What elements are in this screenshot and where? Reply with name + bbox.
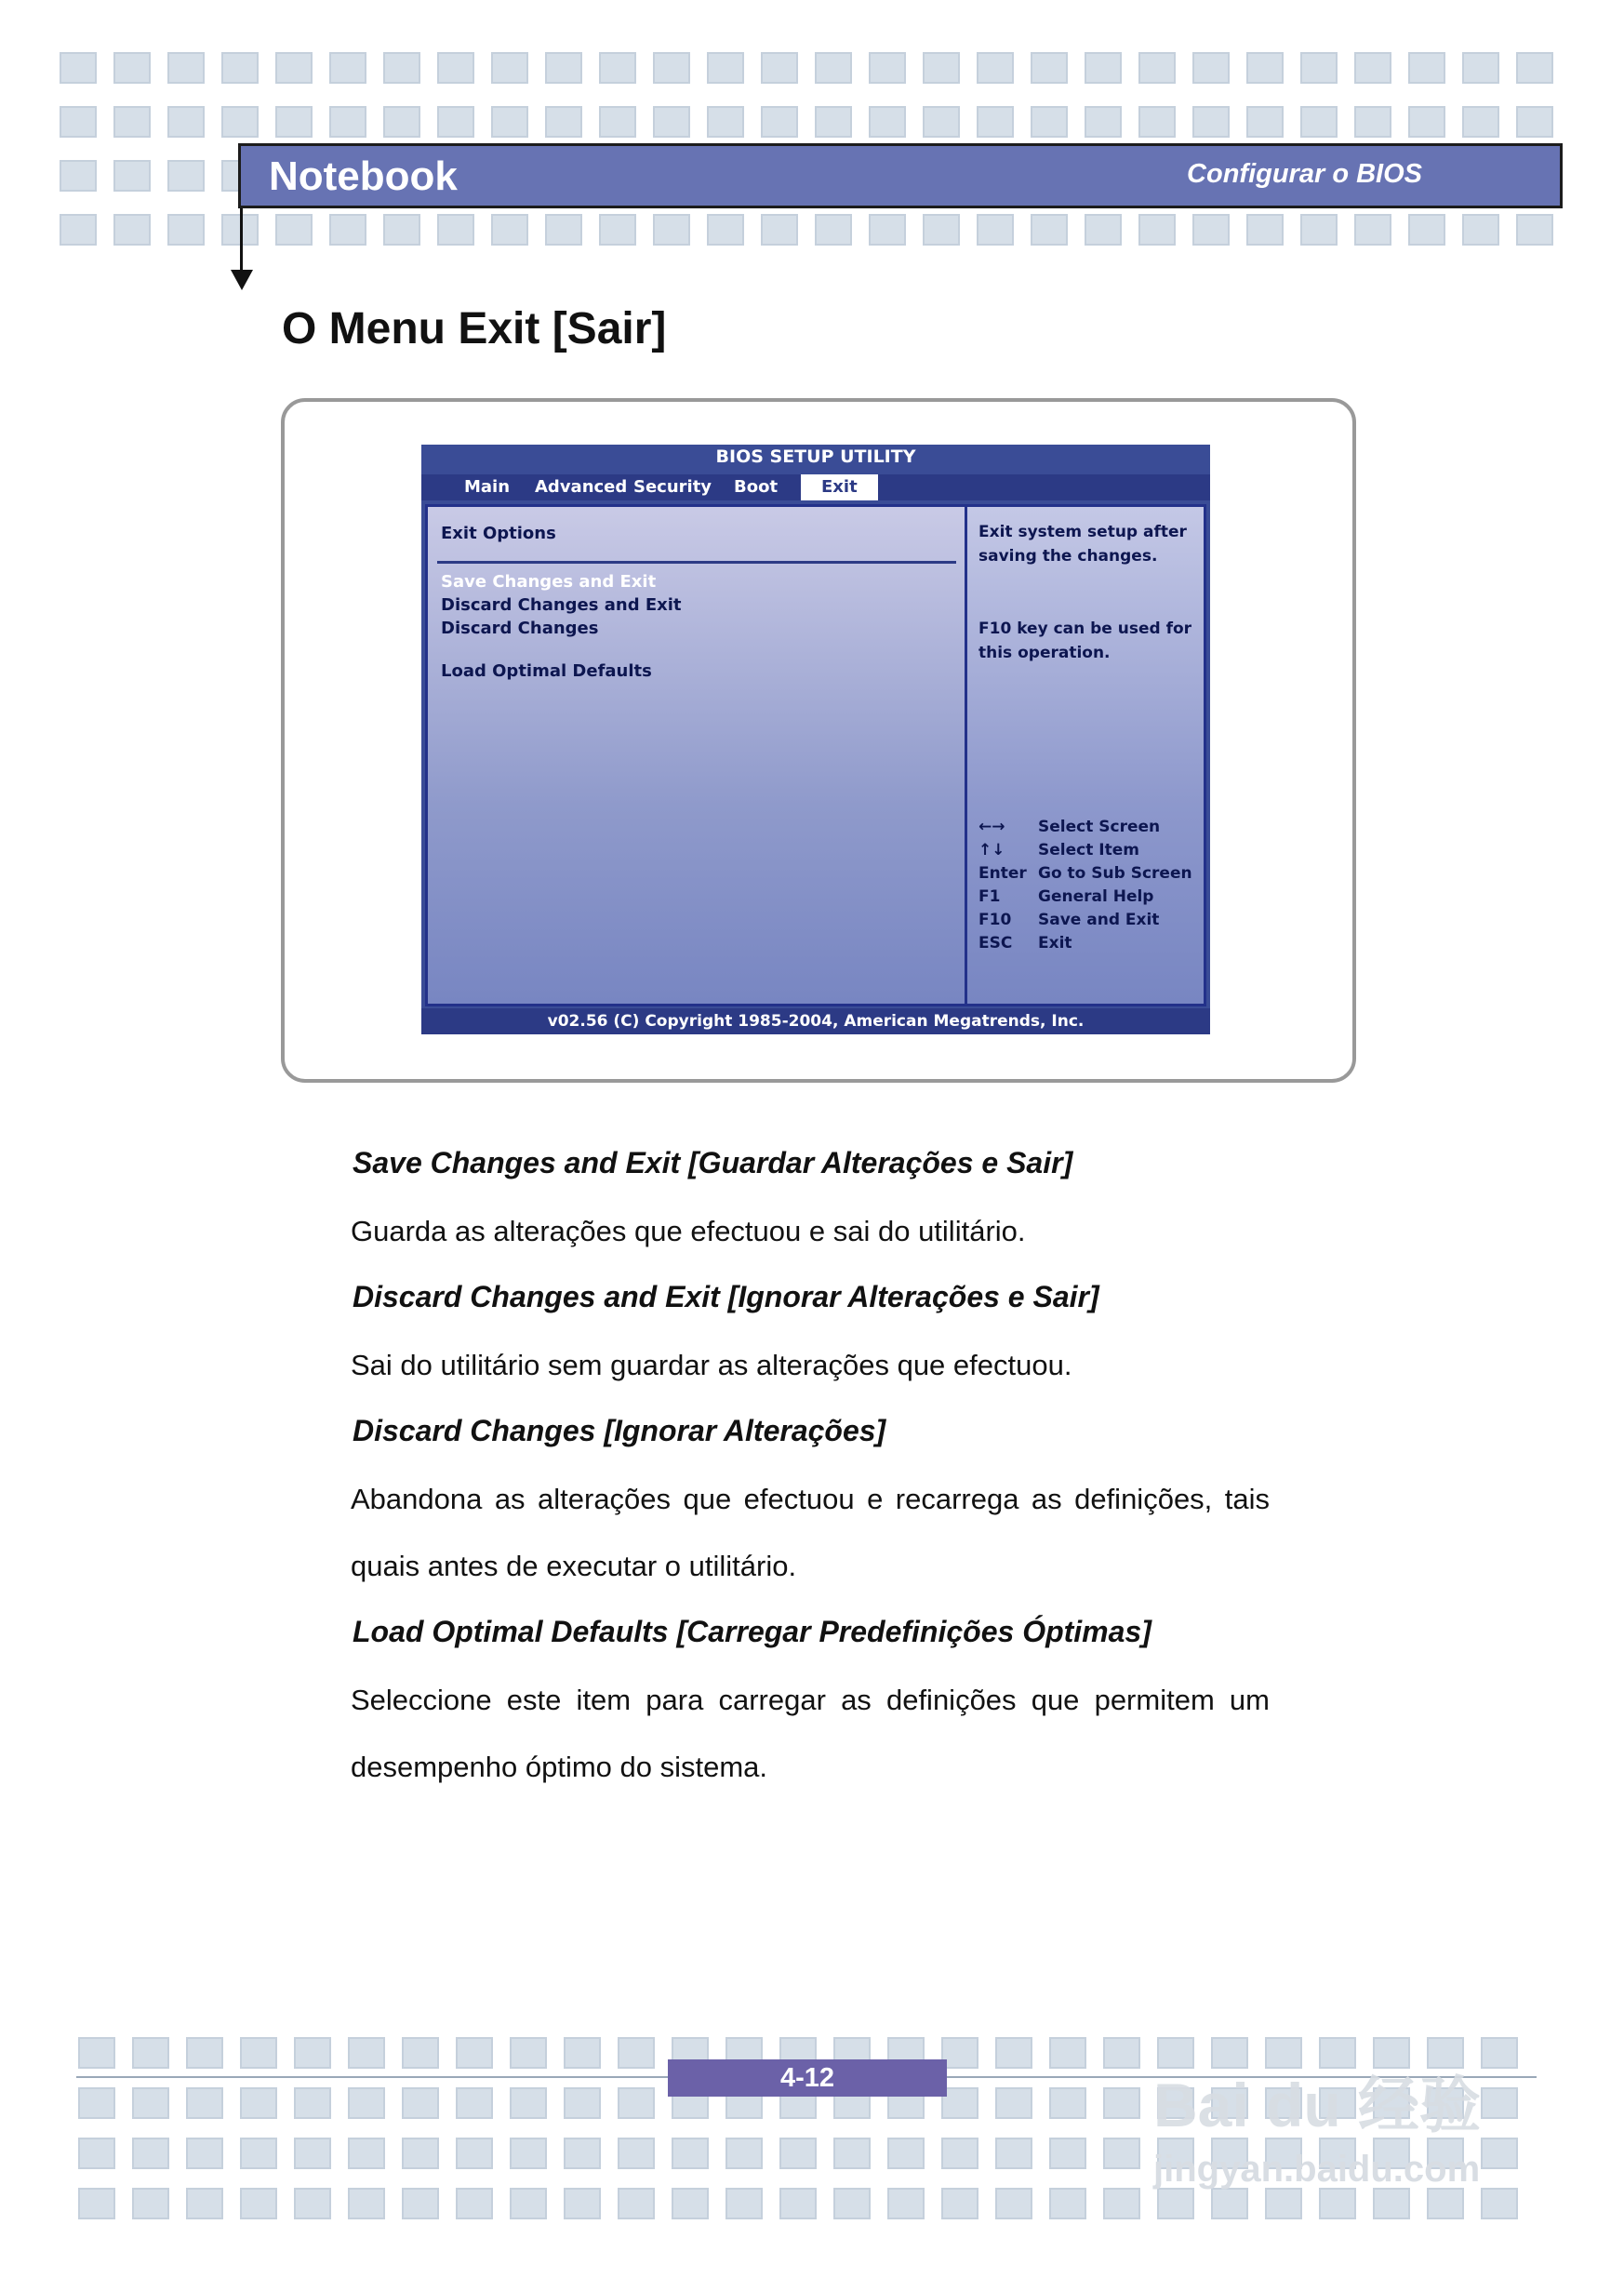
exit-options-heading: Exit Options [441, 524, 556, 543]
decorative-tile [1462, 106, 1499, 138]
decorative-tile [113, 214, 151, 246]
section-text: desempenho óptimo do sistema. [351, 1751, 768, 1783]
decorative-tile [294, 2087, 331, 2119]
decorative-tile [240, 2037, 277, 2069]
decorative-tile [1408, 214, 1445, 246]
key-legend-row: ESC Exit [978, 934, 1072, 952]
decorative-tile [78, 2087, 115, 2119]
key-legend-row: F10 Save and Exit [978, 911, 1160, 929]
decorative-tile [1427, 2188, 1464, 2219]
decorative-tile [995, 2037, 1032, 2069]
decorative-tile [618, 2037, 655, 2069]
decorative-tile [113, 52, 151, 84]
decorative-tile [294, 2188, 331, 2219]
decorative-tile [923, 106, 960, 138]
decorative-tile [510, 2087, 547, 2119]
decorative-tile [1481, 2037, 1518, 2069]
decorative-tile [78, 2037, 115, 2069]
decorative-tile [1192, 106, 1230, 138]
down-arrow-icon [231, 270, 253, 290]
bios-copyright: v02.56 (C) Copyright 1985-2004, American Megatrends, Inc. [421, 1008, 1210, 1034]
decorative-tile [545, 106, 582, 138]
decorative-tile [833, 2188, 871, 2219]
decorative-tile [887, 2188, 925, 2219]
decorative-tile [1085, 106, 1122, 138]
decorative-tile [564, 2087, 601, 2119]
arrows-ud-icon: ↑↓ [978, 841, 1005, 859]
decorative-tile [1246, 106, 1284, 138]
decorative-tile [1031, 52, 1068, 84]
decorative-tile [833, 2138, 871, 2169]
section-heading: Load Optimal Defaults [Carregar Predefinições Óptimas] [353, 1615, 1151, 1648]
decorative-tile [1103, 2138, 1140, 2169]
decorative-tile [1049, 2188, 1086, 2219]
footer-tile-row-4 [78, 2188, 1518, 2219]
decorative-tile [1031, 214, 1068, 246]
decorative-tile [294, 2037, 331, 2069]
decorative-tile [1138, 52, 1176, 84]
decorative-tile [545, 214, 582, 246]
tab-main[interactable]: Main [464, 477, 511, 497]
decorative-tile [221, 52, 259, 84]
decorative-tile [60, 214, 97, 246]
decorative-tile [348, 2087, 385, 2119]
decorative-tile [599, 52, 636, 84]
decorative-tile [240, 2138, 277, 2169]
section-heading: Discard Changes [Ignorar Alterações] [353, 1414, 886, 1447]
decorative-tile [383, 106, 420, 138]
decorative-tile [725, 2138, 763, 2169]
decorative-tile [1481, 2188, 1518, 2219]
watermark-url: jingyan.baidu.com [1153, 2149, 1481, 2190]
decorative-tile [941, 2087, 978, 2119]
decorative-tile [672, 2188, 709, 2219]
divider [437, 561, 956, 564]
decorative-tile [510, 2188, 547, 2219]
decorative-tile [186, 2188, 223, 2219]
decorative-tile [1211, 2188, 1248, 2219]
decorative-tile [815, 106, 852, 138]
decorative-tile [1319, 2188, 1356, 2219]
decorative-tile [941, 2037, 978, 2069]
decorative-tile [1138, 214, 1176, 246]
decorative-tile [113, 160, 151, 192]
decorative-tile [383, 214, 420, 246]
help-text-1: Exit system setup after saving the changes. [978, 523, 1187, 566]
decorative-tile [132, 2138, 169, 2169]
decorative-tile [1265, 2188, 1302, 2219]
decorative-tile [1462, 214, 1499, 246]
decorative-tile [167, 160, 205, 192]
tab-security[interactable]: Security [633, 477, 712, 497]
decorative-tile [1516, 106, 1553, 138]
decorative-tile [132, 2087, 169, 2119]
key-legend-row: F1 General Help [978, 887, 1154, 906]
bios-title: BIOS SETUP UTILITY [715, 446, 916, 467]
decorative-tile [707, 214, 744, 246]
page-title: O Menu Exit [Sair] [282, 304, 667, 353]
header-tile-row-2 [60, 106, 1553, 138]
decorative-tile [132, 2188, 169, 2219]
decorative-tile [240, 2188, 277, 2219]
decorative-tile [167, 214, 205, 246]
decorative-tile [1049, 2087, 1086, 2119]
decorative-tile [60, 106, 97, 138]
decorative-tile [1354, 106, 1391, 138]
decorative-tile [1481, 2138, 1518, 2169]
menu-item-discard-changes-and-exit[interactable]: Discard Changes and Exit [441, 595, 682, 615]
decorative-tile [761, 52, 798, 84]
decorative-tile [995, 2138, 1032, 2169]
decorative-tile [167, 52, 205, 84]
bios-tab-bar [421, 474, 1210, 500]
decorative-tile [564, 2188, 601, 2219]
decorative-tile [1103, 2037, 1140, 2069]
decorative-tile [761, 214, 798, 246]
decorative-tile [779, 2188, 817, 2219]
bios-options-panel [425, 504, 970, 1006]
decorative-tile [329, 106, 366, 138]
decorative-tile [1085, 214, 1122, 246]
decorative-tile [995, 2188, 1032, 2219]
decorative-tile [1085, 52, 1122, 84]
decorative-tile [869, 52, 906, 84]
section-text: Seleccione este item para carregar as definições que permitem um [351, 1684, 1270, 1716]
decorative-tile [599, 214, 636, 246]
decorative-tile [240, 2087, 277, 2119]
help-text-2: F10 key can be used for this operation. [978, 619, 1192, 662]
decorative-tile [78, 2138, 115, 2169]
decorative-tile [977, 52, 1014, 84]
decorative-tile [491, 106, 528, 138]
decorative-tile [456, 2138, 493, 2169]
decorative-tile [329, 214, 366, 246]
key-legend-row: Enter Go to Sub Screen [978, 864, 1192, 883]
decorative-tile [1462, 52, 1499, 84]
decorative-tile [618, 2138, 655, 2169]
decorative-tile [599, 106, 636, 138]
section-heading: Save Changes and Exit [Guardar Alterações e Sair] [353, 1146, 1073, 1179]
decorative-tile [275, 106, 313, 138]
decorative-tile [941, 2188, 978, 2219]
decorative-tile [491, 214, 528, 246]
decorative-tile [564, 2037, 601, 2069]
decorative-tile [1373, 2188, 1410, 2219]
decorative-tile [1031, 106, 1068, 138]
header-tile-row-1 [60, 52, 1553, 84]
decorative-tile [1049, 2037, 1086, 2069]
decorative-tile [402, 2087, 439, 2119]
decorative-tile [977, 214, 1014, 246]
decorative-tile [437, 106, 474, 138]
decorative-tile [348, 2138, 385, 2169]
decorative-tile [618, 2188, 655, 2219]
section-text: Guarda as alterações que efectuou e sai do utilitário. [351, 1215, 1026, 1247]
decorative-tile [113, 106, 151, 138]
decorative-tile [186, 2138, 223, 2169]
decorative-tile [1516, 214, 1553, 246]
decorative-tile [1246, 214, 1284, 246]
arrows-lr-icon: ←→ [978, 818, 1005, 836]
decorative-tile [1408, 106, 1445, 138]
decorative-tile [815, 52, 852, 84]
decorative-tile [402, 2188, 439, 2219]
decorative-tile [941, 2138, 978, 2169]
bios-screenshot [421, 445, 1210, 1034]
decorative-tile [869, 214, 906, 246]
menu-item-load-optimal-defaults[interactable]: Load Optimal Defaults [441, 661, 652, 681]
watermark-logo: Bai du 经验 [1153, 2071, 1482, 2139]
decorative-tile [402, 2138, 439, 2169]
decorative-tile [1300, 214, 1338, 246]
decorative-tile [1103, 2087, 1140, 2119]
decorative-tile [618, 2087, 655, 2119]
decorative-tile [383, 52, 420, 84]
key-legend-row: ←→ Select Screen [978, 818, 1161, 836]
decorative-tile [275, 214, 313, 246]
decorative-tile [437, 52, 474, 84]
decorative-tile [221, 106, 259, 138]
decorative-tile [761, 106, 798, 138]
chapter-header-bar [238, 143, 1563, 208]
decorative-tile [564, 2138, 601, 2169]
decorative-tile [1354, 52, 1391, 84]
decorative-tile [977, 106, 1014, 138]
decorative-tile [672, 2138, 709, 2169]
decorative-tile [456, 2037, 493, 2069]
decorative-tile [78, 2188, 115, 2219]
decorative-tile [186, 2037, 223, 2069]
decorative-tile [1481, 2087, 1518, 2119]
section-heading: Discard Changes and Exit [Ignorar Alterações e Sair] [353, 1280, 1099, 1313]
decorative-tile [869, 106, 906, 138]
menu-item-save-changes-and-exit[interactable]: Save Changes and Exit [441, 572, 657, 592]
decorative-tile [653, 106, 690, 138]
decorative-tile [707, 52, 744, 84]
decorative-tile [887, 2138, 925, 2169]
header-chapter-title: Configurar o BIOS [1187, 159, 1422, 189]
decorative-tile [1157, 2188, 1194, 2219]
section-text: Sai do utilitário sem guardar as alterações que efectuou. [351, 1349, 1072, 1381]
decorative-tile [456, 2087, 493, 2119]
decorative-tile [653, 52, 690, 84]
section-text: quais antes de executar o utilitário. [351, 1550, 797, 1582]
decorative-tile [923, 52, 960, 84]
decorative-tile [923, 214, 960, 246]
decorative-tile [1300, 106, 1338, 138]
key-legend-row: ↑↓ Select Item [978, 841, 1139, 859]
decorative-tile [653, 214, 690, 246]
decorative-tile [1138, 106, 1176, 138]
tab-exit[interactable]: Exit [801, 474, 878, 500]
decorative-tile [707, 106, 744, 138]
decorative-tile [348, 2037, 385, 2069]
header-product-title: Notebook [269, 153, 458, 199]
bios-help-panel [965, 504, 1206, 1006]
decorative-tile [132, 2037, 169, 2069]
decorative-tile [348, 2188, 385, 2219]
decorative-tile [1049, 2138, 1086, 2169]
decorative-tile [779, 2138, 817, 2169]
decorative-tile [1103, 2188, 1140, 2219]
page-number: 4-12 [668, 2059, 947, 2097]
decorative-tile [329, 52, 366, 84]
decorative-tile [1192, 214, 1230, 246]
decorative-tile [186, 2087, 223, 2119]
decorative-tile [1246, 52, 1284, 84]
section-text: Abandona as alterações que efectuou e recarrega as definições, tais [351, 1483, 1270, 1515]
decorative-tile [995, 2087, 1032, 2119]
decorative-tile [1192, 52, 1230, 84]
decorative-tile [167, 106, 205, 138]
decorative-tile [1300, 52, 1338, 84]
decorative-tile [491, 52, 528, 84]
decorative-tile [437, 214, 474, 246]
tab-advanced[interactable]: Advanced [535, 477, 628, 497]
decorative-tile [402, 2037, 439, 2069]
decorative-tile [60, 160, 97, 192]
header-tile-row-4 [60, 214, 1553, 246]
decorative-tile [1516, 52, 1553, 84]
decorative-tile [725, 2188, 763, 2219]
decorative-tile [294, 2138, 331, 2169]
decorative-tile [1354, 214, 1391, 246]
decorative-tile [456, 2188, 493, 2219]
decorative-tile [275, 52, 313, 84]
decorative-tile [545, 52, 582, 84]
menu-item-discard-changes[interactable]: Discard Changes [441, 619, 599, 638]
decorative-tile [815, 214, 852, 246]
decorative-tile [60, 52, 97, 84]
tab-boot[interactable]: Boot [734, 477, 779, 497]
decorative-tile [510, 2037, 547, 2069]
decorative-tile [1408, 52, 1445, 84]
decorative-tile [510, 2138, 547, 2169]
